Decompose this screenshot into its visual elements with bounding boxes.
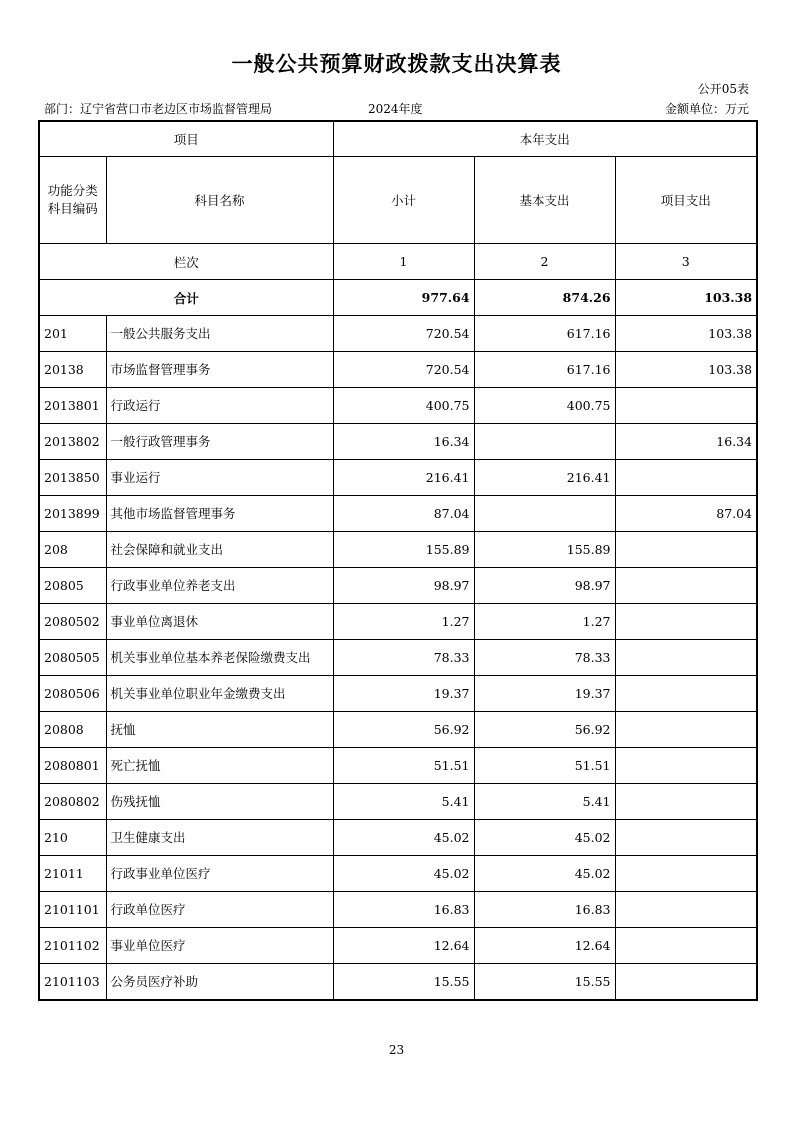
row-basic: 98.97 xyxy=(474,568,615,604)
row-code: 2080801 xyxy=(39,748,106,784)
table-row xyxy=(39,388,757,424)
fiscal-year: 2024年度 xyxy=(368,102,423,116)
table-row xyxy=(39,820,757,856)
header-project: 项目 xyxy=(39,121,333,157)
header-basic: 基本支出 xyxy=(474,157,615,244)
row-subtotal: 720.54 xyxy=(333,352,474,388)
table-row xyxy=(39,748,757,784)
row-subtotal: 400.75 xyxy=(333,388,474,424)
table-row xyxy=(39,928,757,964)
row-subject-name: 卫生健康支出 xyxy=(106,820,333,856)
row-subject-name: 市场监督管理事务 xyxy=(106,352,333,388)
row-project: 103.38 xyxy=(615,316,757,352)
row-subtotal: 98.97 xyxy=(333,568,474,604)
row-subtotal: 12.64 xyxy=(333,928,474,964)
table-row xyxy=(39,352,757,388)
row-project xyxy=(615,460,757,496)
total-label: 合计 xyxy=(39,280,333,316)
row-subtotal: 5.41 xyxy=(333,784,474,820)
page-title: 一般公共预算财政拨款支出决算表 xyxy=(231,52,562,76)
row-subtotal: 155.89 xyxy=(333,532,474,568)
row-code: 2080505 xyxy=(39,640,106,676)
row-subtotal: 78.33 xyxy=(333,640,474,676)
column-number-3: 3 xyxy=(615,244,757,280)
row-code: 20808 xyxy=(39,712,106,748)
header-subject-name: 科目名称 xyxy=(106,157,333,244)
row-code: 2080802 xyxy=(39,784,106,820)
row-basic: 51.51 xyxy=(474,748,615,784)
table-row xyxy=(39,568,757,604)
table-row xyxy=(39,496,757,532)
row-project xyxy=(615,964,757,1001)
row-subject-name: 机关事业单位基本养老保险缴费支出 xyxy=(106,640,333,676)
row-subtotal: 45.02 xyxy=(333,856,474,892)
row-basic: 78.33 xyxy=(474,640,615,676)
total-subtotal: 977.64 xyxy=(333,280,474,316)
row-basic xyxy=(474,424,615,460)
header-row-1 xyxy=(39,121,757,157)
table-row xyxy=(39,532,757,568)
row-basic: 155.89 xyxy=(474,532,615,568)
row-project: 103.38 xyxy=(615,352,757,388)
header-row-2 xyxy=(39,157,757,244)
row-code: 208 xyxy=(39,532,106,568)
row-project xyxy=(615,928,757,964)
column-number-label: 栏次 xyxy=(39,244,333,280)
row-subtotal: 87.04 xyxy=(333,496,474,532)
row-basic: 617.16 xyxy=(474,352,615,388)
row-subject-name: 事业运行 xyxy=(106,460,333,496)
row-code: 21011 xyxy=(39,856,106,892)
row-subject-name: 死亡抚恤 xyxy=(106,748,333,784)
page-number: 23 xyxy=(388,1043,405,1057)
row-code: 210 xyxy=(39,820,106,856)
row-project xyxy=(615,568,757,604)
row-project xyxy=(615,676,757,712)
total-row xyxy=(39,280,757,316)
row-subject-name: 其他市场监督管理事务 xyxy=(106,496,333,532)
row-code: 20138 xyxy=(39,352,106,388)
row-basic: 5.41 xyxy=(474,784,615,820)
total-project: 103.38 xyxy=(615,280,757,316)
row-project xyxy=(615,784,757,820)
row-project xyxy=(615,748,757,784)
row-subject-name: 行政运行 xyxy=(106,388,333,424)
table-row xyxy=(39,892,757,928)
row-code: 2101101 xyxy=(39,892,106,928)
row-project xyxy=(615,388,757,424)
row-basic: 400.75 xyxy=(474,388,615,424)
amount-unit: 金额单位：万元 xyxy=(664,102,749,116)
row-subtotal: 45.02 xyxy=(333,820,474,856)
row-code: 2013850 xyxy=(39,460,106,496)
row-code: 2013899 xyxy=(39,496,106,532)
row-project xyxy=(615,820,757,856)
row-basic: 15.55 xyxy=(474,964,615,1001)
row-subject-name: 事业单位医疗 xyxy=(106,928,333,964)
row-code: 201 xyxy=(39,316,106,352)
row-subtotal: 16.34 xyxy=(333,424,474,460)
row-project: 16.34 xyxy=(615,424,757,460)
row-project xyxy=(615,604,757,640)
row-basic: 1.27 xyxy=(474,604,615,640)
row-basic xyxy=(474,496,615,532)
row-basic: 45.02 xyxy=(474,820,615,856)
row-project xyxy=(615,712,757,748)
row-subtotal: 15.55 xyxy=(333,964,474,1001)
row-project xyxy=(615,532,757,568)
table-row xyxy=(39,784,757,820)
row-subject-name: 行政事业单位医疗 xyxy=(106,856,333,892)
row-subject-name: 一般公共服务支出 xyxy=(106,316,333,352)
row-basic: 617.16 xyxy=(474,316,615,352)
row-project xyxy=(615,892,757,928)
table-row xyxy=(39,460,757,496)
row-project xyxy=(615,640,757,676)
row-subject-name: 机关事业单位职业年金缴费支出 xyxy=(106,676,333,712)
row-basic: 216.41 xyxy=(474,460,615,496)
row-basic: 45.02 xyxy=(474,856,615,892)
row-subtotal: 19.37 xyxy=(333,676,474,712)
table-row xyxy=(39,676,757,712)
table-row xyxy=(39,604,757,640)
header-func-code-line1: 功能分类 xyxy=(47,183,98,198)
row-subtotal: 216.41 xyxy=(333,460,474,496)
row-code: 2101102 xyxy=(39,928,106,964)
table-row xyxy=(39,964,757,1001)
row-code: 2013801 xyxy=(39,388,106,424)
header-func-code xyxy=(39,157,106,244)
expenditure-table xyxy=(38,120,758,1001)
row-subtotal: 1.27 xyxy=(333,604,474,640)
row-basic: 56.92 xyxy=(474,712,615,748)
header-func-code-line2: 科目编码 xyxy=(47,201,98,216)
row-code: 20805 xyxy=(39,568,106,604)
row-project xyxy=(615,856,757,892)
table-row xyxy=(39,856,757,892)
meta-line xyxy=(44,100,749,116)
table-row xyxy=(39,316,757,352)
row-subtotal: 51.51 xyxy=(333,748,474,784)
table-row xyxy=(39,424,757,460)
header-current-year-expense: 本年支出 xyxy=(333,121,757,157)
form-number: 公开05表 xyxy=(697,82,749,96)
row-subject-name: 抚恤 xyxy=(106,712,333,748)
row-subject-name: 事业单位离退休 xyxy=(106,604,333,640)
row-code: 2013802 xyxy=(39,424,106,460)
row-basic: 16.83 xyxy=(474,892,615,928)
row-code: 2080502 xyxy=(39,604,106,640)
header-project-expense: 项目支出 xyxy=(615,157,757,244)
row-subject-name: 行政事业单位养老支出 xyxy=(106,568,333,604)
row-basic: 12.64 xyxy=(474,928,615,964)
row-code: 2101103 xyxy=(39,964,106,1001)
department-label: 部门：辽宁省营口市老边区市场监督管理局 xyxy=(44,102,273,116)
table-row xyxy=(39,712,757,748)
row-subtotal: 720.54 xyxy=(333,316,474,352)
header-subtotal: 小计 xyxy=(333,157,474,244)
row-subtotal: 56.92 xyxy=(333,712,474,748)
row-subject-name: 伤残抚恤 xyxy=(106,784,333,820)
row-project: 87.04 xyxy=(615,496,757,532)
column-number-1: 1 xyxy=(333,244,474,280)
column-number-2: 2 xyxy=(474,244,615,280)
row-subtotal: 16.83 xyxy=(333,892,474,928)
row-basic: 19.37 xyxy=(474,676,615,712)
row-subject-name: 一般行政管理事务 xyxy=(106,424,333,460)
row-subject-name: 行政单位医疗 xyxy=(106,892,333,928)
table-row xyxy=(39,640,757,676)
row-subject-name: 社会保障和就业支出 xyxy=(106,532,333,568)
row-code: 2080506 xyxy=(39,676,106,712)
total-basic: 874.26 xyxy=(474,280,615,316)
column-number-row xyxy=(39,244,757,280)
row-subject-name: 公务员医疗补助 xyxy=(106,964,333,1001)
